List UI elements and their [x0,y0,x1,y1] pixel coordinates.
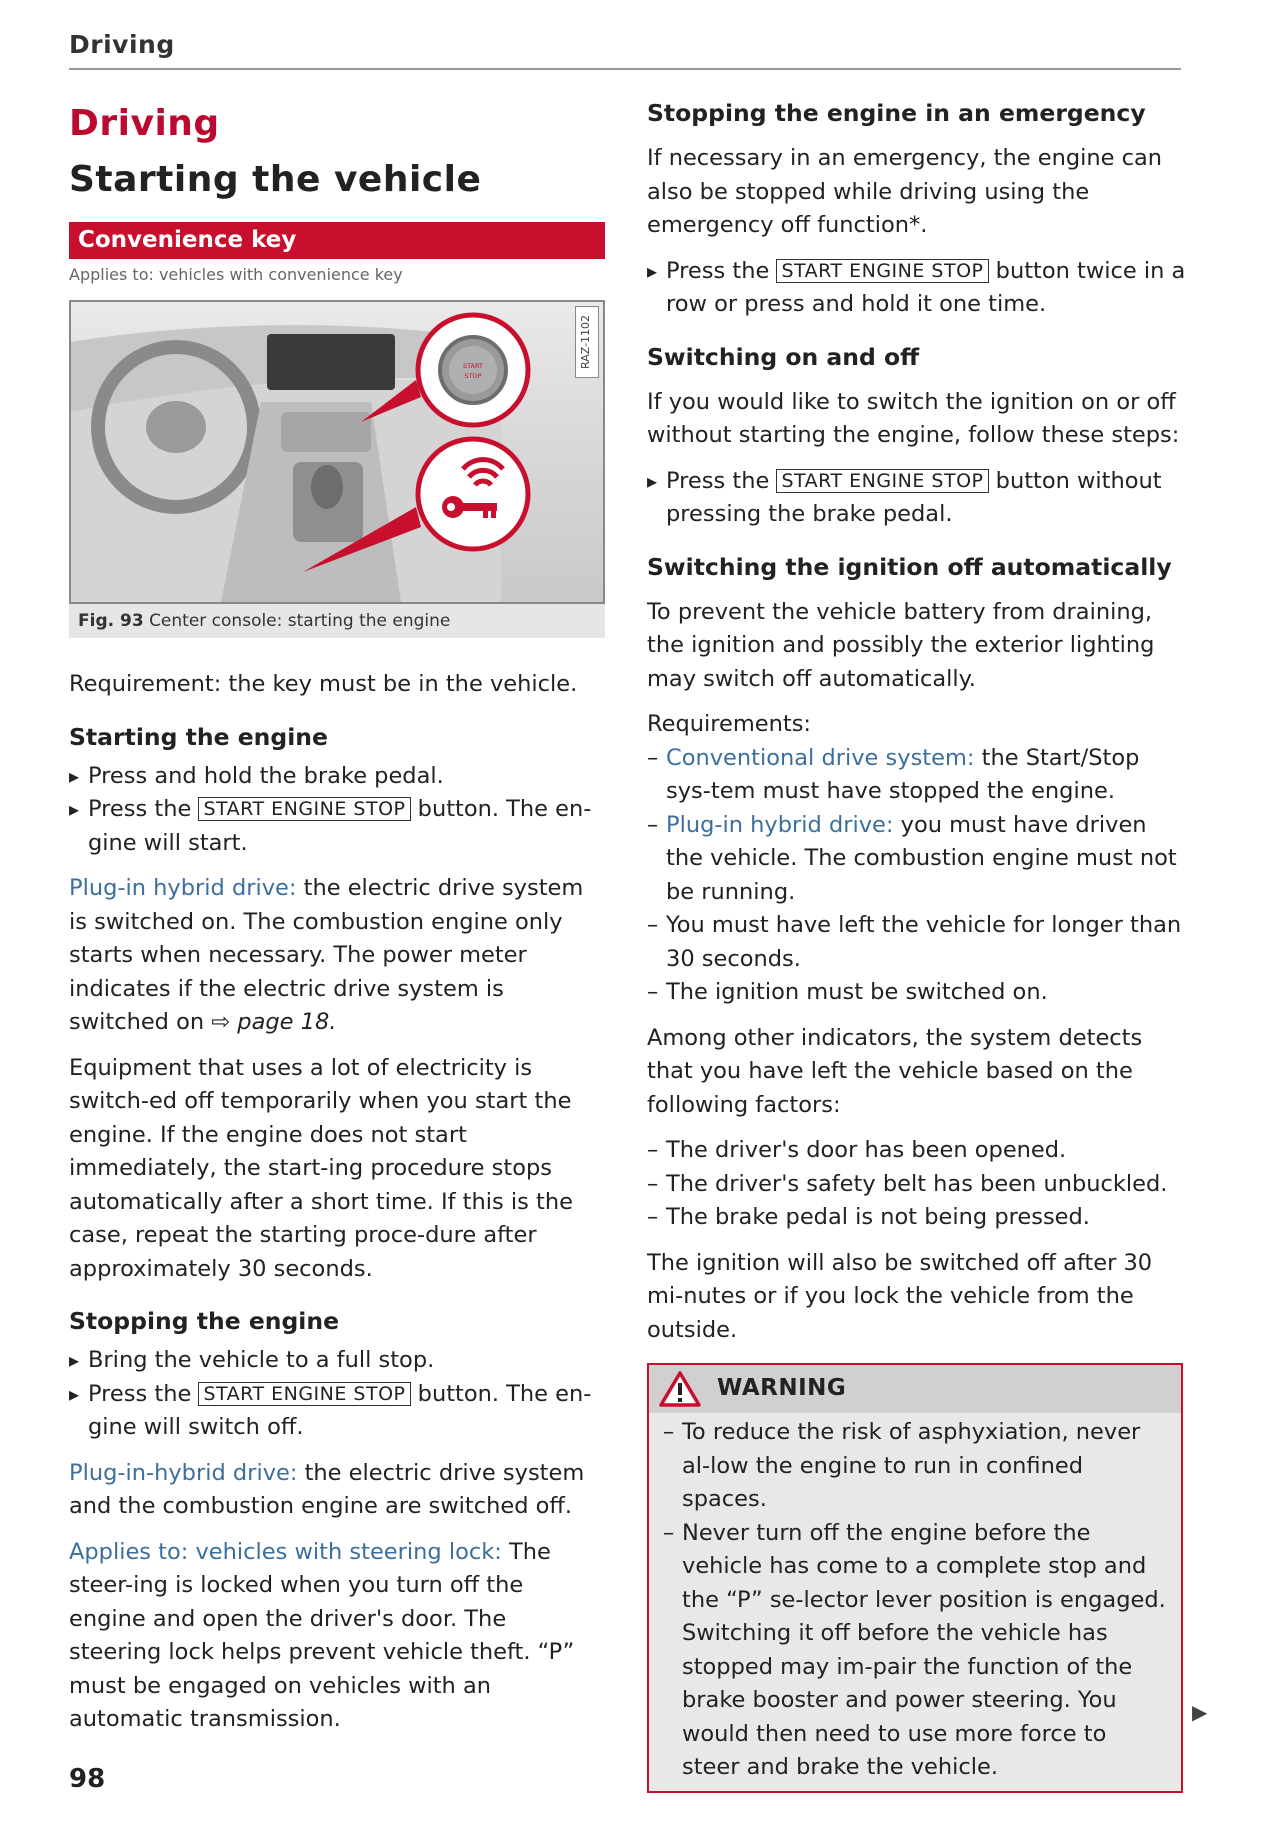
emergency-paragraph: If necessary in an emergency, the engine can also be stopped while driving using the emergency off function*. [647,145,1163,238]
convenience-key-bar: Convenience key [69,222,605,259]
hybrid-label-2: Plug-in-hybrid drive: [69,1459,298,1486]
page-number: 98 [69,1764,106,1794]
running-header: Driving [69,30,175,59]
figure-caption [69,604,605,638]
hybrid-label-1: Plug-in hybrid drive: [69,875,297,901]
indicators-paragraph: Among other indicators, the system detects that you have left the vehicle based on the following factors: [647,1024,1143,1118]
req2-label: Plug-in hybrid drive: [666,811,894,838]
applies-to-note: Applies to: vehicles with convenience key [69,265,403,284]
stopping-step-1-text: Bring the vehicle to a full stop. [88,1347,435,1373]
warning-title: WARNING [717,1375,847,1401]
chapter-title: Driving [69,103,220,144]
warning-item-1: – To reduce the risk of asphyxiation, never al-low the engine to run in confined spaces. [663,1416,1169,1517]
svg-text:STOP: STOP [464,372,482,380]
warning-body [649,1413,1181,1791]
onoff-heading: Switching on and off [647,342,920,371]
steering-label: Applies to: vehicles with steering lock: [69,1538,502,1565]
emergency-heading: Stopping the engine in an emergency [647,99,1146,127]
start-engine-stop-key: START ENGINE STOP [776,259,988,283]
requirement-text: Requirement: the key must be in the vehicle. [69,671,578,697]
continue-arrow-icon: ▶ [1192,1700,1208,1724]
figure-93 [69,300,605,638]
stopping-step-2-post: button. The en-gine will switch off. [88,1380,592,1440]
key-callout [418,439,528,549]
hybrid-text-2: the electric drive system and the combustion engine are switched off. [69,1459,585,1519]
start-engine-stop-key: START ENGINE STOP [776,469,988,493]
req1-label: Conventional drive system: [666,744,975,771]
factor-item-1: – The driver's door has been opened. [647,1134,1187,1168]
ignition-paragraph: The ignition will also be switched off after 30 mi-nutes or if you lock the vehicle from the outside. [647,1249,1153,1343]
factor-item-3: – The brake pedal is not being pressed. [647,1201,1187,1235]
warning-item-2: – Never turn off the engine before the vehicle has come to a complete stop and the “P” se-lector lever position is engaged. Switching it off before the vehicle has stopped may im-pair the function of the brake booster and power steering. You would then need to use more force to steer and brake the vehicle. [663,1517,1169,1785]
starting-step-2-post: button. The en-gine will start. [88,796,592,856]
display-screen [267,334,395,390]
right-column [647,96,1187,1793]
stopping-heading: Stopping the engine [69,1307,340,1335]
requirement-item-3: – You must have left the vehicle for longer than 30 seconds. [647,909,1187,976]
requirement-item-4: – The ignition must be switched on. [647,976,1187,1010]
auto-off-paragraph: To prevent the vehicle battery from draining, the ignition and possibly the exterior lighting may switch off automatically. [647,598,1155,692]
emergency-step-pre: Press the [666,257,770,284]
req2-text: you must have driven the vehicle. The combustion engine must not be running. [666,811,1177,905]
starting-step-1-text: Press and hold the brake pedal. [88,762,444,789]
section-title: Starting the vehicle [69,159,482,200]
onoff-step-post: button without pressing the brake pedal. [666,467,1162,527]
equipment-paragraph: Equipment that uses a lot of electricity is switch-ed off temporarily when you start the engine. If the engine does not start immediately, the start-ing procedure stops automatically after a short time. If this is the case, repeat the starting proce-dure after approximately 30 seconds. [69,1054,573,1282]
left-column [69,100,605,1737]
figure-code: RAZ-1102 [575,306,599,378]
figure-caption-text: Center console: starting the engine [149,611,451,631]
emergency-step-post: button twice in a row or press and hold it one time. [666,257,1186,317]
stopping-step-2-pre: Press the [88,1380,192,1407]
starting-step-1 [69,760,605,794]
starting-heading: Starting the engine [69,722,328,751]
figure-image [69,300,605,604]
hybrid-note-1 [69,872,605,1040]
hybrid-note-2 [69,1457,605,1524]
stopping-step-1 [69,1344,605,1378]
requirements-label: Requirements: [647,711,812,737]
auto-off-heading: Switching the ignition off automatically [647,552,1172,581]
stopping-step-2 [69,1378,605,1445]
onoff-step [647,465,1187,532]
onoff-step-pre: Press the [666,467,770,494]
start-engine-stop-key: START ENGINE STOP [198,797,410,821]
factor-item-2: – The driver's safety belt has been unbuckled. [647,1168,1187,1202]
hybrid-text-1: the electric drive system is switched on. The combustion engine only starts when necessary. The power meter indicates if the electric drive system is switched on [69,875,584,1035]
warning-triangle-icon [658,1370,702,1408]
page-reference[interactable]: ⇨ page 18. [211,1009,337,1035]
center-console-illustration [71,302,603,602]
requirement-item-1 [647,742,1187,809]
starting-step-2-pre: Press the [88,796,192,822]
figure-label: Fig. 93 [78,611,144,631]
emergency-step [647,255,1187,322]
warning-box [647,1363,1183,1793]
steering-lock-note [69,1536,605,1737]
starting-step-2 [69,793,605,860]
header-rule [69,68,1181,70]
req1-text: the Start/Stop sys-tem must have stopped the engine. [666,744,1140,804]
start-engine-stop-key: START ENGINE STOP [198,1382,410,1406]
warning-header [649,1365,1181,1413]
start-button-label: START [462,362,484,370]
steering-text: The steer-ing is locked when you turn off the engine and open the driver's door. The steering lock helps prevent vehicle theft. “P” must be engaged on vehicles with an automatic transmission. [69,1538,575,1732]
requirement-item-2 [647,809,1187,910]
onoff-paragraph: If you would like to switch the ignition on or off without starting the engine, follow these steps: [647,388,1180,448]
